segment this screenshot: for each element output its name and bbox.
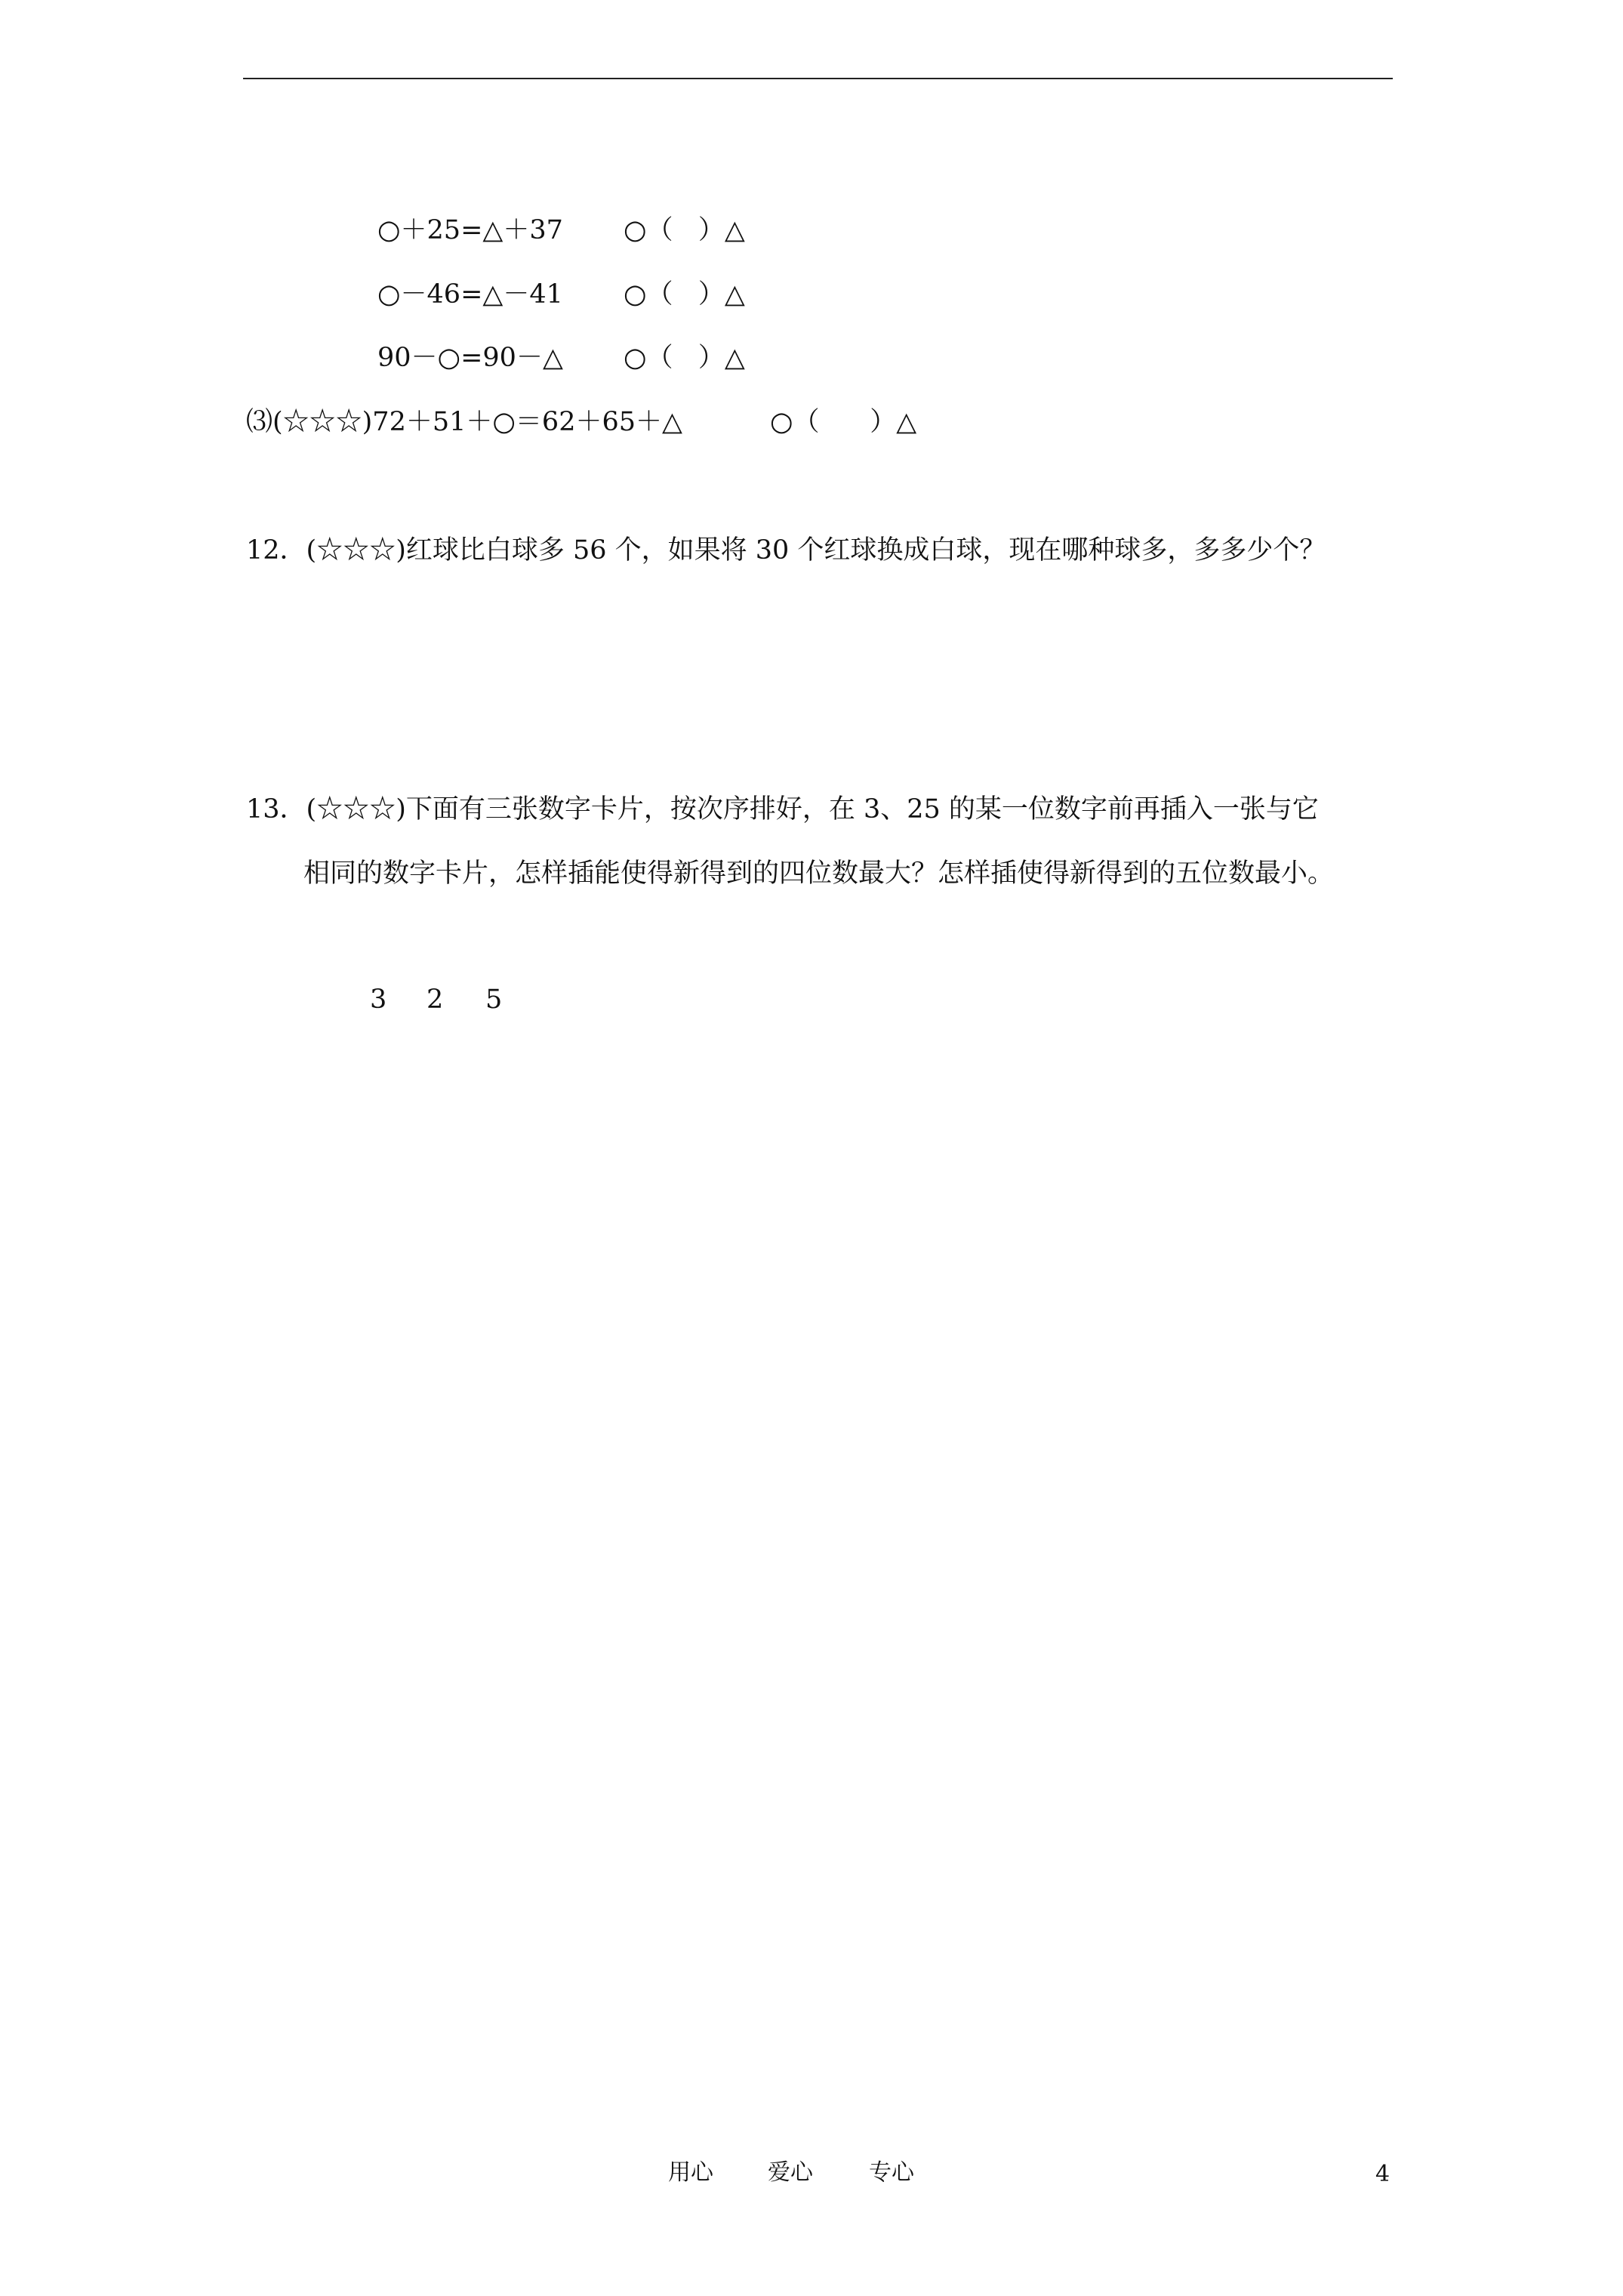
compare-1: ○（ ）△ (624, 215, 745, 245)
item-3-equation: ⑶(☆☆☆)72＋51＋○＝62＋65＋△ (246, 407, 682, 437)
header-rule (243, 78, 1393, 79)
page-number: 4 (1375, 2161, 1390, 2187)
equation-2: ○－46=△－41 (377, 279, 563, 310)
digit-card-2: 2 (427, 985, 444, 1015)
equation-3: 90－○=90－△ (377, 343, 563, 373)
question-13-line-1: 13．(☆☆☆)下面有三张数字卡片，按次序排好，在 3、25 的某一位数字前再插入一张与它 (246, 794, 1319, 824)
digit-card-5: 5 (485, 985, 503, 1015)
footer-left: 用心 (668, 2159, 713, 2186)
digit-card-3: 3 (370, 985, 387, 1015)
question-13-line-2: 相同的数字卡片，怎样插能使得新得到的四位数最大？怎样插使得新得到的五位数最小。 (303, 858, 1335, 889)
item-3-compare: ○（ ）△ (770, 407, 917, 437)
footer-middle: 爱心 (768, 2159, 813, 2186)
compare-3: ○（ ）△ (624, 343, 745, 373)
compare-2: ○（ ）△ (624, 279, 745, 310)
equation-1: ○＋25=△＋37 (377, 215, 563, 245)
footer-right: 专心 (869, 2159, 914, 2186)
question-12: 12．(☆☆☆)红球比白球多 56 个，如果将 30 个红球换成白球，现在哪种球多，多多少个？ (246, 535, 1326, 566)
